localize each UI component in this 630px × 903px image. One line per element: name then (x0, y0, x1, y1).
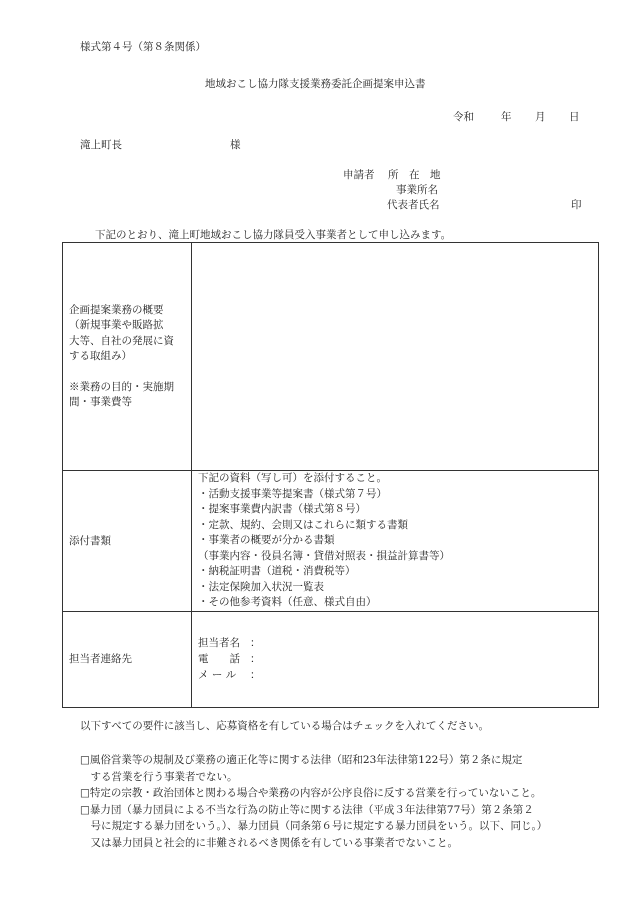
attachments-item: ・提案事業費内訳書（様式第８号） (198, 503, 366, 515)
proposal-label-line: 企画提案業務の概要 (69, 303, 164, 316)
proposal-label-line: 間・事業費等 (69, 396, 132, 408)
check-line[interactable]: □暴力団（暴力団員による不当な行為の防止等に関する法律（平成３年法律第77号）第２条第２ (80, 803, 534, 816)
form-number: 様式第４号（第８条関係） (80, 41, 206, 53)
contact-email-label: メ ー ル (198, 669, 237, 681)
proposal-label-line: ※業務の目的・実施期 (69, 380, 174, 393)
attachments-item: ・定款、規約、会則又はこれらに類する書類 (198, 518, 408, 531)
applicant-rep-label: 代表者氏名 (387, 199, 440, 211)
applicant-address-label: 所 在 地 (388, 169, 441, 181)
attachments-item: ・法定保険加入状況一覧表 (198, 580, 324, 593)
check-line: 又は暴力団員と社会的に非難されるべき関係を有している事業者でないこと。 (80, 836, 458, 849)
attachments-item: ・その他参考資料（任意、様式自由） (198, 596, 377, 608)
date-month: 月 (535, 111, 546, 123)
proposal-input-area[interactable] (192, 243, 599, 471)
attachments-label: 添付書類 (63, 471, 192, 612)
attachments-item: ・事業者の概要が分かる書類 (198, 534, 335, 546)
contact-phone-label: 電 話 (198, 653, 240, 665)
check-intro: 以下すべての要件に該当し、応募資格を有している場合はチェックを入れてください。 (80, 720, 489, 732)
proposal-label-spacer (69, 365, 187, 380)
eligibility-checklist (80, 752, 547, 851)
date-era: 令和 (453, 111, 474, 123)
addressee-line (80, 138, 241, 152)
contact-label: 担当者連絡先 (63, 611, 192, 707)
proposal-label-line: する取組み） (69, 350, 132, 362)
date-day: 日 (569, 111, 580, 123)
intro-text: 下記のとおり、滝上町地域おこし協力隊員受入事業者として申し込みます。 (95, 229, 452, 241)
contact-phone-field[interactable] (198, 651, 594, 667)
contact-fields (192, 611, 599, 707)
contact-person-field[interactable] (198, 635, 594, 651)
addressee-name: 滝上町長 (80, 139, 122, 151)
check-line[interactable]: □風俗営業等の規制及び業務の適正化等に関する法律（昭和23年法律第122号）第２条に規定 (80, 754, 523, 766)
seal-mark: 印 (571, 199, 582, 211)
application-table (62, 242, 599, 708)
attachments-item: 下記の資料（写し可）を添付すること。 (198, 472, 387, 484)
proposal-label-line: 大等、自社の発展に資 (69, 334, 174, 347)
addressee-honorific: 様 (230, 139, 241, 151)
proposal-row (63, 243, 599, 471)
proposal-label (63, 243, 192, 471)
contact-phone-colon: ： (250, 653, 261, 665)
contact-person-colon: ： (250, 637, 261, 649)
attachments-item: （事業内容・役員名簿・貸借対照表・損益計算書等） (198, 549, 450, 562)
check-line: 号に規定する暴力団をいう。）、暴力団員（同条第６号に規定する暴力団員をいう。以下、同じ。） (80, 820, 548, 832)
applicant-prefix: 申請者 (343, 169, 375, 181)
document-title: 地域おこし協力隊支援業務委託企画提案申込書 (205, 78, 426, 90)
attachments-row (63, 471, 599, 612)
contact-row (63, 611, 599, 707)
date-year: 年 (501, 111, 512, 123)
applicant-office-label: 事業所名 (396, 184, 438, 196)
check-line[interactable]: □特定の宗教・政治団体と関わる場合や業務の内容が公序良俗に反する営業を行っていないこと。 (80, 787, 542, 799)
attachments-item: ・活動支援事業等提案書（様式第７号） (198, 487, 387, 500)
contact-email-field[interactable] (198, 667, 594, 683)
proposal-label-line: （新規事業や販路拡 (69, 319, 164, 331)
contact-email-colon: ： (250, 669, 261, 681)
contact-person-label: 担当者名 (198, 637, 240, 649)
attachments-item: ・納税証明書（道税・消費税等） (198, 565, 356, 577)
attachments-list (192, 471, 599, 612)
check-line: する営業を行う事業者でない。 (80, 770, 238, 783)
date-line (453, 110, 580, 124)
